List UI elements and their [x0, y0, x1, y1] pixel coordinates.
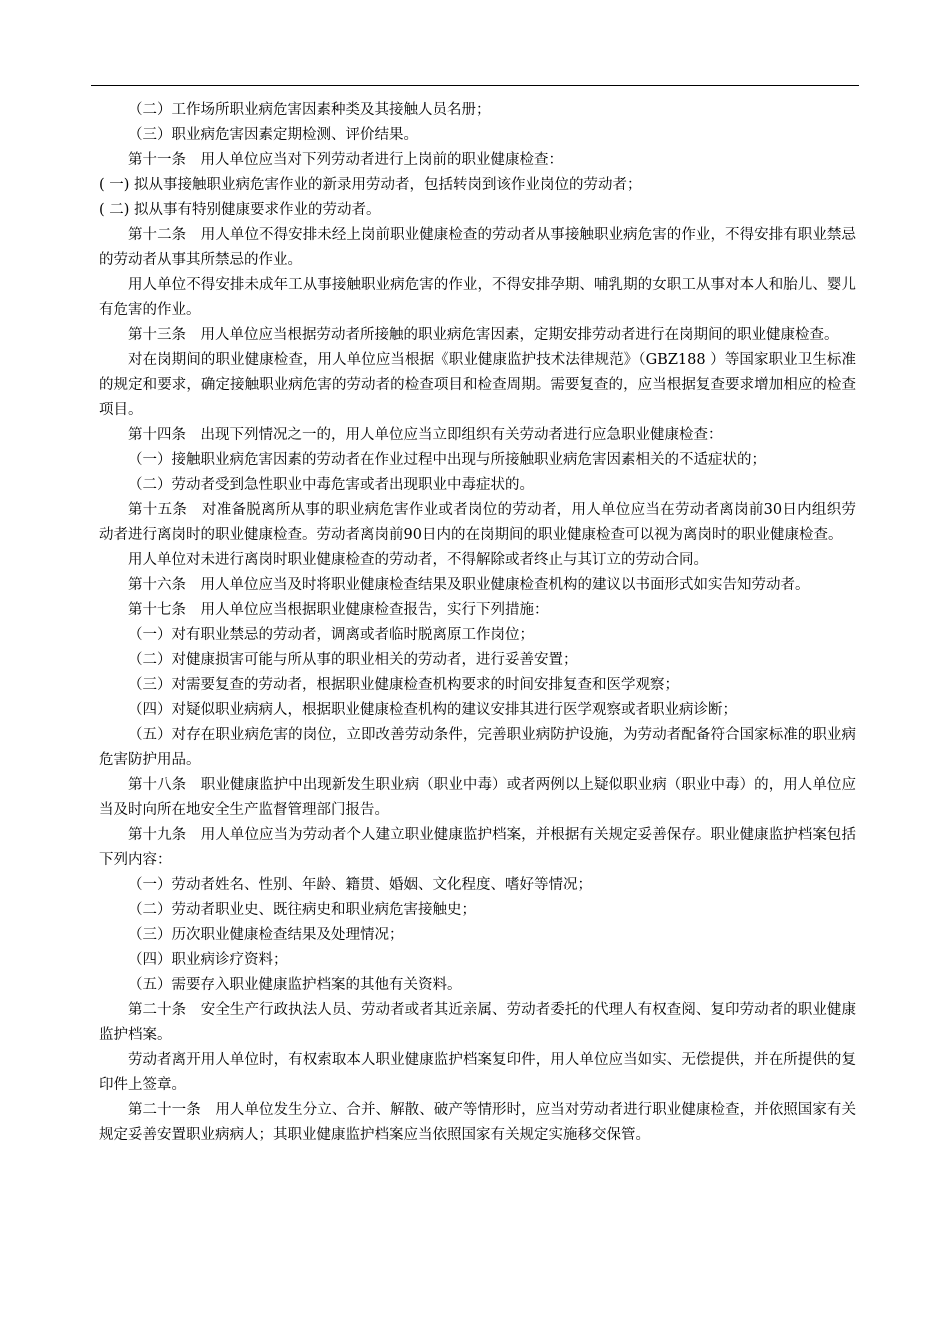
paragraph: （一）对有职业禁忌的劳动者，调离或者临时脱离原工作岗位； — [128, 627, 534, 643]
article-11: 第十一条 用人单位应当对下列劳动者进行上岗前的职业健康检查： — [128, 152, 563, 168]
article-17: 第十七条 用人单位应当根据职业健康检查报告，实行下列措施： — [128, 602, 549, 618]
paragraph: （一）劳动者姓名、性别、年龄、籍贯、婚姻、文化程度、嗜好等情况； — [128, 877, 592, 893]
article-13: 第十三条 用人单位应当根据劳动者所接触的职业病危害因素，定期安排劳动者进行在岗期间的职业健康检查。 — [128, 327, 839, 343]
paragraph: 用人单位对未进行离岗时职业健康检查的劳动者，不得解除或者终止与其订立的劳动合同。 — [128, 552, 708, 568]
article-12: 第十二条 用人单位不得安排未经上岗前职业健康检查的劳动者从事接触职业病危害的作业，不得安排有职业禁忌的劳动者从事其所禁忌的作业。 — [99, 227, 856, 268]
paragraph: （五）需要存入职业健康监护档案的其他有关资料。 — [128, 977, 462, 993]
article-21: 第二十一条 用人单位发生分立、合并、解散、破产等情形时，应当对劳动者进行职业健康检查，并依照国家有关规定妥善安置职业病病人；其职业健康监护档案应当依照国家有关规定实施移交保管。 — [99, 1102, 856, 1143]
paragraph: 对在岗期间的职业健康检查，用人单位应当根据《职业健康监护技术法律规范》（GBZ188 ）等国家职业卫生标准的规定和要求，确定接触职业病危害的劳动者的检查项目和检查周期。需要复查的，应当根据复查要求增加相应的检查项目。 — [99, 352, 856, 418]
paragraph: （四）对疑似职业病病人，根据职业健康检查机构的建议安排其进行医学观察或者职业病诊断； — [128, 702, 737, 718]
document-body — [99, 98, 856, 1148]
article-18: 第十八条 职业健康监护中出现新发生职业病（职业中毒）或者两例以上疑似职业病（职业中毒）的，用人单位应当及时向所在地安全生产监督管理部门报告。 — [99, 777, 856, 818]
article-20: 第二十条 安全生产行政执法人员、劳动者或者其近亲属、劳动者委托的代理人有权查阅、复印劳动者的职业健康监护档案。 — [99, 1002, 856, 1043]
article-16: 第十六条 用人单位应当及时将职业健康检查结果及职业健康检查机构的建议以书面形式如实告知劳动者。 — [128, 577, 810, 593]
paragraph: （四）职业病诊疗资料； — [128, 952, 288, 968]
paragraph: （三）历次职业健康检查结果及处理情况； — [128, 927, 404, 943]
paragraph: （三）对需要复查的劳动者，根据职业健康检查机构要求的时间安排复查和医学观察； — [128, 677, 679, 693]
article-14: 第十四条 出现下列情况之一的，用人单位应当立即组织有关劳动者进行应急职业健康检查： — [128, 427, 723, 443]
paragraph: （二）工作场所职业病危害因素种类及其接触人员名册； — [128, 102, 491, 118]
paragraph: （二）劳动者受到急性职业中毒危害或者出现职业中毒症状的。 — [128, 477, 534, 493]
paragraph: （二）对健康损害可能与所从事的职业相关的劳动者，进行妥善安置； — [128, 652, 578, 668]
header-rule — [91, 85, 859, 86]
paragraph: （三）职业病危害因素定期检测、评价结果。 — [128, 127, 418, 143]
paragraph: ( 一) 拟从事接触职业病危害作业的新录用劳动者，包括转岗到该作业岗位的劳动者； — [99, 177, 642, 193]
article-19: 第十九条 用人单位应当为劳动者个人建立职业健康监护档案，并根据有关规定妥善保存。职业健康监护档案包括下列内容： — [99, 827, 856, 868]
article-15: 第十五条 对准备脱离所从事的职业病危害作业或者岗位的劳动者，用人单位应当在劳动者离岗前30日内组织劳动者进行离岗时的职业健康检查。劳动者离岗前90日内的在岗期间的职业健康检查可以视为离岗时的职业健康检查。 — [99, 502, 856, 543]
paragraph: 劳动者离开用人单位时，有权索取本人职业健康监护档案复印件，用人单位应当如实、无偿提供，并在所提供的复印件上签章。 — [99, 1052, 856, 1093]
paragraph: （五）对存在职业病危害的岗位，立即改善劳动条件，完善职业病防护设施，为劳动者配备符合国家标准的职业病危害防护用品。 — [99, 727, 856, 768]
paragraph: （一）接触职业病危害因素的劳动者在作业过程中出现与所接触职业病危害因素相关的不适症状的； — [128, 452, 766, 468]
paragraph: （二）劳动者职业史、既往病史和职业病危害接触史； — [128, 902, 476, 918]
paragraph: 用人单位不得安排未成年工从事接触职业病危害的作业，不得安排孕期、哺乳期的女职工从事对本人和胎儿、婴儿有危害的作业。 — [99, 277, 856, 318]
paragraph: ( 二) 拟从事有特别健康要求作业的劳动者。 — [99, 202, 381, 218]
